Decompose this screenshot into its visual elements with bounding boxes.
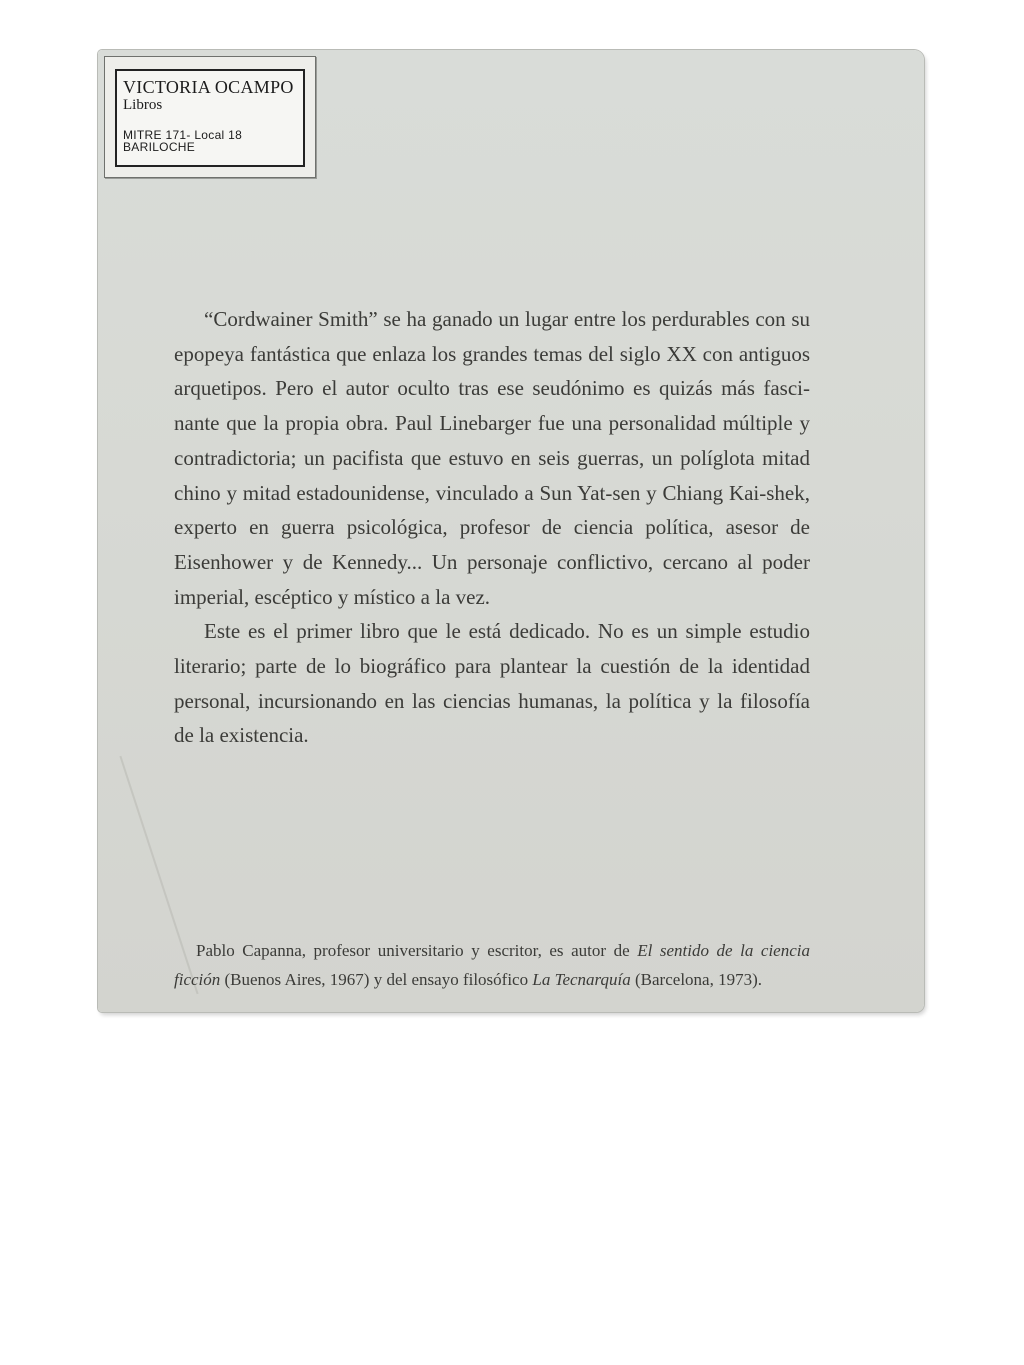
bookstore-address-line2: BARILOCHE xyxy=(123,140,196,154)
author-note-paragraph xyxy=(174,936,810,994)
author-note-book-2: La Tecnarquía xyxy=(532,970,631,989)
bookstore-address xyxy=(123,129,242,153)
author-note-part-2: (Buenos Aires, 1967) y del ensayo filosófico xyxy=(220,970,533,989)
author-note xyxy=(174,936,810,994)
author-note-book-1: El sentido de la ciencia ficción xyxy=(174,941,810,989)
blurb xyxy=(174,302,810,753)
blurb-paragraph-1: “Cordwainer Smith” se ha ganado un lugar entre los perdurables con su epopeya fantástica que enlaza los grandes temas del siglo XX con antiguos arquetipos. Pero el autor oculto tras ese seudónimo es quizás más fascinante que la propia obra. Paul Linebarger fue una personalidad múltiple y contradictoria; un pacifista que estuvo en seis guerras, un políglota mitad chino y mitad estadounidense, vinculado a Sun Yat-sen y Chiang Kai-shek, experto en guerra psicológica, profesor de ciencia política, asesor de Eisenhower y de Kennedy... Un personaje conflictivo, cercano al poder imperial, escéptico y místico a la vez. xyxy=(174,307,810,609)
bookstore-stamp-box xyxy=(115,69,305,167)
bookstore-stamp xyxy=(104,56,316,178)
bookstore-subtitle: Libros xyxy=(123,97,163,113)
bookstore-name: VICTORIA OCAMPO xyxy=(123,77,294,97)
author-note-part-1: Pablo Capanna, profesor universitario y escritor, es autor de xyxy=(196,941,638,960)
author-note-part-3: (Barcelona, 1973). xyxy=(630,970,762,989)
book-back-cover xyxy=(98,50,924,1012)
bookstore-address-line1: MITRE 171- Local 18 xyxy=(123,128,243,142)
blurb-paragraph-2: Este es el primer libro que le está dedicado. No es un simple estudio literario; parte de lo biográfico para plantear la cuestión de la identidad personal, incursionando en las ciencias humanas, la política y la filosofía de la existencia. xyxy=(174,619,810,748)
